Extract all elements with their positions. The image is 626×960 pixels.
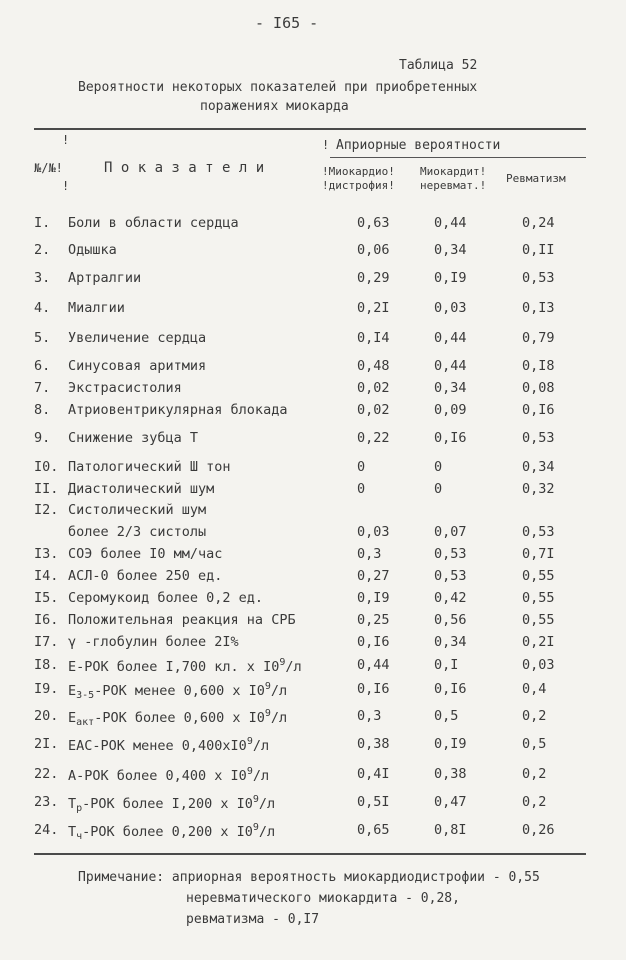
value-rheumatism: 0,I8	[522, 358, 555, 374]
row-indicator-text: Е	[68, 683, 77, 699]
row-indicator-exponent: 9	[246, 766, 253, 777]
row-indicator	[68, 430, 198, 446]
row-indicator-text: Патологический Ш тон	[68, 459, 231, 475]
value-myocarditis: 0,I9	[434, 270, 467, 286]
table-row	[0, 215, 626, 237]
table-row	[0, 612, 626, 634]
value-rheumatism: 0,08	[522, 380, 555, 396]
value-rheumatism: 0,55	[522, 568, 555, 584]
row-indicator-text: Одышка	[68, 242, 117, 258]
row-indicator-exponent: 9	[252, 822, 259, 833]
value-rheumatism: 0,I3	[522, 300, 555, 316]
value-rheumatism: 0,I6	[522, 402, 555, 418]
row-indicator-text-mid: -РОК более 0,200 х I0	[82, 824, 253, 840]
value-rheumatism: 0,5	[522, 736, 547, 752]
row-indicator-text: более 2/3 систолы	[68, 524, 207, 540]
row-indicator	[68, 612, 296, 628]
value-myocardiodystrophy: 0,63	[357, 215, 390, 231]
value-myocardiodystrophy: 0,38	[357, 736, 390, 752]
row-indicator	[68, 822, 275, 842]
value-rheumatism: 0,79	[522, 330, 555, 346]
row-number: 7.	[34, 380, 51, 396]
row-indicator-subscript: р	[76, 803, 83, 814]
row-indicator-text: Диастолический шум	[68, 481, 215, 497]
row-number: 3.	[34, 270, 51, 286]
value-rheumatism: 0,03	[522, 657, 555, 673]
value-myocarditis: 0,53	[434, 546, 467, 562]
value-myocarditis: 0,34	[434, 634, 467, 650]
table-row	[0, 708, 626, 730]
value-myocarditis: 0,44	[434, 215, 467, 231]
value-rheumatism: 0,53	[522, 430, 555, 446]
row-number: I2.	[34, 502, 59, 518]
value-myocarditis: 0,09	[434, 402, 467, 418]
row-indicator-text: γ -глобулин более 2I%	[68, 634, 239, 650]
table-row	[0, 270, 626, 292]
table-number: Таблица 52	[399, 58, 478, 73]
row-indicator-text: Положительная реакция на СРБ	[68, 612, 296, 628]
header-col2-line2: неревмат.!	[420, 179, 487, 192]
value-myocardiodystrophy: 0,5I	[357, 794, 390, 810]
table-title-line1: Вероятности некоторых показателей при приобретенных	[78, 80, 478, 95]
row-indicator-text: Экстрасистолия	[68, 380, 182, 396]
row-indicator-subscript: 3-5	[76, 690, 95, 701]
row-indicator	[68, 708, 287, 728]
header-group-mark: !	[322, 138, 330, 152]
value-myocardiodystrophy: 0,29	[357, 270, 390, 286]
table-title-line2: поражениях миокарда	[200, 99, 349, 114]
row-indicator	[68, 330, 206, 346]
value-myocarditis: 0,I6	[434, 430, 467, 446]
row-indicator	[68, 568, 222, 584]
row-indicator-unit: /л	[270, 683, 288, 699]
table-row	[0, 330, 626, 352]
row-indicator	[68, 794, 275, 814]
row-number: 9.	[34, 430, 51, 446]
value-rheumatism: 0,55	[522, 612, 555, 628]
row-number: I7.	[34, 634, 59, 650]
header-num-mark-bottom: !	[62, 179, 70, 193]
row-indicator-text: СОЭ более I0 мм/час	[68, 546, 223, 562]
value-myocardiodystrophy: 0,2I	[357, 300, 390, 316]
table-top-rule	[34, 128, 586, 130]
value-myocardiodystrophy: 0,4I	[357, 766, 390, 782]
row-indicator	[68, 300, 125, 316]
header-col2-line1: Миокардит!	[420, 165, 487, 178]
table-row	[0, 546, 626, 568]
row-indicator	[68, 634, 239, 650]
table-row	[0, 736, 626, 758]
table-row	[0, 380, 626, 402]
value-myocarditis: 0,8I	[434, 822, 467, 838]
row-indicator-unit: /л	[252, 738, 270, 754]
row-number: 2I.	[34, 736, 59, 752]
table-bottom-rule	[34, 853, 586, 855]
row-indicator-exponent: 9	[246, 736, 253, 747]
row-number: 5.	[34, 330, 51, 346]
value-myocardiodystrophy: 0	[357, 481, 366, 497]
row-number: I8.	[34, 657, 59, 673]
value-myocarditis: 0,53	[434, 568, 467, 584]
table-row	[0, 502, 626, 524]
value-rheumatism: 0,55	[522, 590, 555, 606]
value-rheumatism: 0,24	[522, 215, 555, 231]
value-myocardiodystrophy: 0,44	[357, 657, 390, 673]
row-indicator-text: Серомукоид более 0,2 ед.	[68, 590, 264, 606]
row-indicator-text: Синусовая аритмия	[68, 358, 207, 374]
value-myocardiodystrophy: 0,06	[357, 242, 390, 258]
value-myocardiodystrophy: 0,I6	[357, 634, 390, 650]
value-myocarditis: 0,34	[434, 380, 467, 396]
table-row	[0, 681, 626, 703]
header-num: №/№!	[34, 161, 63, 175]
header-col1-line2: !дистрофия!	[322, 179, 395, 192]
row-indicator-text: Боли в области сердца	[68, 215, 239, 231]
row-number: I5.	[34, 590, 59, 606]
value-myocarditis: 0,03	[434, 300, 467, 316]
value-rheumatism: 0,32	[522, 481, 555, 497]
note-line1: Примечание: априорная вероятность миокардиодистрофии - 0,55	[78, 870, 540, 885]
value-rheumatism: 0,34	[522, 459, 555, 475]
value-myocarditis: 0,56	[434, 612, 467, 628]
row-indicator-text: Артралгии	[68, 270, 142, 286]
table-row	[0, 590, 626, 612]
table-row	[0, 402, 626, 424]
row-number: 6.	[34, 358, 51, 374]
row-indicator	[68, 402, 287, 418]
row-indicator	[68, 481, 214, 497]
row-indicator	[68, 546, 222, 562]
value-myocarditis: 0,07	[434, 524, 467, 540]
header-col1-line1: !Миокардио!	[322, 165, 395, 178]
row-indicator	[68, 380, 182, 396]
table-row	[0, 459, 626, 481]
row-indicator-text: Т	[68, 796, 77, 812]
row-number: 8.	[34, 402, 51, 418]
table-row	[0, 430, 626, 452]
value-rheumatism: 0,2	[522, 794, 547, 810]
table-row	[0, 524, 626, 546]
value-rheumatism: 0,2	[522, 766, 547, 782]
table-row	[0, 822, 626, 844]
value-myocarditis: 0	[434, 481, 443, 497]
row-indicator-subscript: акт	[76, 717, 95, 728]
header-group-underline	[330, 157, 586, 158]
value-myocarditis: 0,47	[434, 794, 467, 810]
row-indicator-text: Увеличение сердца	[68, 330, 207, 346]
row-indicator-text: Е	[68, 710, 77, 726]
value-rheumatism: 0,II	[522, 242, 555, 258]
row-number: 4.	[34, 300, 51, 316]
value-myocardiodystrophy: 0,I4	[357, 330, 390, 346]
row-indicator	[68, 270, 141, 286]
value-myocarditis: 0,I9	[434, 736, 467, 752]
row-indicator-exponent: 9	[252, 794, 259, 805]
row-number: 2.	[34, 242, 51, 258]
value-myocardiodystrophy: 0,I9	[357, 590, 390, 606]
row-indicator-text: А-РОК более 0,400 х I0	[68, 768, 247, 784]
value-myocardiodystrophy: 0	[357, 459, 366, 475]
value-rheumatism: 0,2	[522, 708, 547, 724]
table-row	[0, 794, 626, 816]
value-rheumatism: 0,53	[522, 524, 555, 540]
value-rheumatism: 0,2I	[522, 634, 555, 650]
row-number: 20.	[34, 708, 59, 724]
value-myocardiodystrophy: 0,27	[357, 568, 390, 584]
row-number: I3.	[34, 546, 59, 562]
row-indicator	[68, 590, 263, 606]
table-row	[0, 634, 626, 656]
table-row	[0, 657, 626, 679]
row-indicator-text: Атриовентрикулярная блокада	[68, 402, 288, 418]
row-indicator	[68, 215, 239, 231]
header-num-mark-top: !	[62, 133, 70, 147]
row-indicator-text-mid: -РОК менее 0,600 х I0	[94, 683, 265, 699]
value-myocarditis: 0,44	[434, 358, 467, 374]
value-rheumatism: 0,26	[522, 822, 555, 838]
value-myocarditis: 0,34	[434, 242, 467, 258]
row-indicator-text: АСЛ-0 более 250 ед.	[68, 568, 223, 584]
row-indicator	[68, 242, 117, 258]
row-indicator-exponent: 9	[279, 657, 286, 668]
row-indicator-unit: /л	[285, 659, 302, 675]
note-line3: ревматизма - 0,I7	[186, 912, 320, 927]
row-number: II.	[34, 481, 59, 497]
value-rheumatism: 0,53	[522, 270, 555, 286]
value-myocarditis: 0,44	[434, 330, 467, 346]
row-indicator-unit: /л	[258, 824, 276, 840]
row-number: 24.	[34, 822, 59, 838]
note-line2: неревматического миокардита - 0,28,	[186, 891, 460, 906]
table-row	[0, 481, 626, 503]
row-indicator-text-mid: -РОК более 0,600 х I0	[94, 710, 265, 726]
row-indicator-text: ЕАС-РОК менее 0,400хI0	[68, 738, 247, 754]
row-indicator	[68, 766, 269, 784]
row-indicator-unit: /л	[252, 768, 270, 784]
value-rheumatism: 0,4	[522, 681, 547, 697]
row-number: I0.	[34, 459, 59, 475]
row-indicator	[68, 524, 206, 540]
row-indicator-subscript: ч	[76, 831, 83, 842]
header-group-title: Априорные вероятности	[336, 138, 501, 153]
row-indicator-text-mid: -РОК более I,200 х I0	[82, 796, 253, 812]
row-indicator	[68, 681, 287, 701]
row-indicator-text: Систолический шум	[68, 502, 207, 518]
row-indicator	[68, 358, 206, 374]
table-row	[0, 358, 626, 380]
row-number: I9.	[34, 681, 59, 697]
value-myocardiodystrophy: 0,I6	[357, 681, 390, 697]
value-myocardiodystrophy: 0,22	[357, 430, 390, 446]
header-col3: Ревматизм	[506, 172, 566, 185]
value-myocardiodystrophy: 0,03	[357, 524, 390, 540]
row-number: 23.	[34, 794, 59, 810]
value-rheumatism: 0,7I	[522, 546, 555, 562]
row-number: I4.	[34, 568, 59, 584]
value-myocardiodystrophy: 0,3	[357, 546, 382, 562]
row-indicator-exponent: 9	[264, 681, 271, 692]
row-indicator	[68, 736, 269, 754]
table-row	[0, 766, 626, 788]
row-indicator-exponent: 9	[264, 708, 271, 719]
row-indicator	[68, 459, 231, 475]
table-row	[0, 242, 626, 264]
value-myocardiodystrophy: 0,48	[357, 358, 390, 374]
row-number: I.	[34, 215, 51, 231]
value-myocarditis: 0	[434, 459, 443, 475]
value-myocarditis: 0,I6	[434, 681, 467, 697]
value-myocarditis: 0,38	[434, 766, 467, 782]
row-indicator-text: Миалгии	[68, 300, 125, 316]
header-indicators: П о к а з а т е л и	[104, 160, 265, 176]
row-number: 22.	[34, 766, 59, 782]
row-indicator	[68, 502, 206, 518]
value-myocarditis: 0,5	[434, 708, 459, 724]
row-indicator-text: Т	[68, 824, 77, 840]
row-number: I6.	[34, 612, 59, 628]
row-indicator-unit: /л	[258, 796, 276, 812]
page-number: - I65 -	[255, 14, 319, 32]
value-myocardiodystrophy: 0,3	[357, 708, 382, 724]
value-myocardiodystrophy: 0,25	[357, 612, 390, 628]
table-row	[0, 300, 626, 322]
value-myocardiodystrophy: 0,02	[357, 402, 390, 418]
value-myocardiodystrophy: 0,02	[357, 380, 390, 396]
value-myocarditis: 0,42	[434, 590, 467, 606]
row-indicator-text: Е-РОК более I,700 кл. х I0	[68, 659, 280, 675]
table-row	[0, 568, 626, 590]
row-indicator-text: Снижение зубца Т	[68, 430, 199, 446]
value-myocarditis: 0,I	[434, 657, 459, 673]
row-indicator-unit: /л	[270, 710, 288, 726]
value-myocardiodystrophy: 0,65	[357, 822, 390, 838]
row-indicator	[68, 657, 302, 675]
